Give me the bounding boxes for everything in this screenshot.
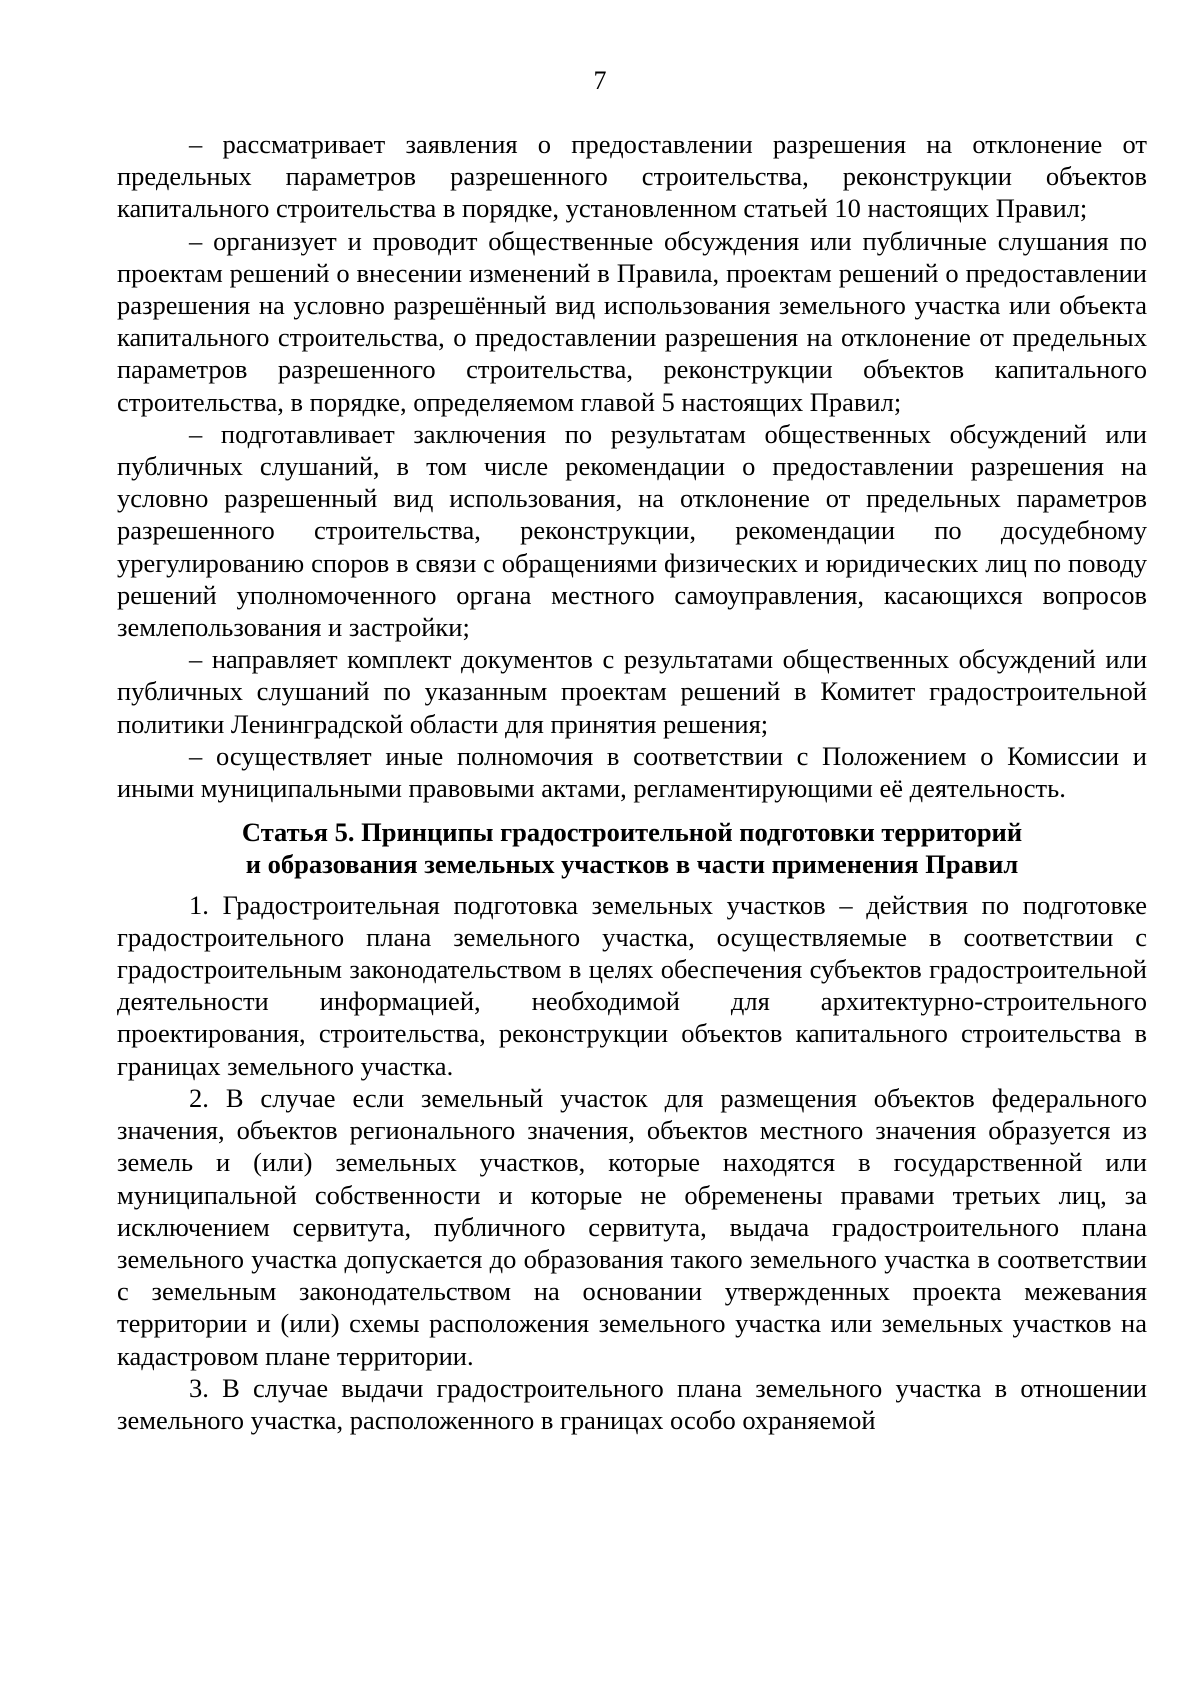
- document-body: [117, 128, 1147, 1436]
- page-number: 7: [593, 66, 607, 95]
- article-paragraph: 3. В случае выдачи градостроительного плана земельного участка в отношении земельного участка, расположенного в границах особо охраняемой: [117, 1372, 1147, 1435]
- article-heading-line-1: Статья 5. Принципы градостроительной подготовки территорий: [241, 817, 1023, 848]
- list-item: – осуществляет иные полномочия в соответствии с Положением о Комиссии и иными муниципальными правовыми актами, регламентирующими её деятельность.: [117, 740, 1147, 804]
- list-item: – организует и проводит общественные обсуждения или публичные слушания по проектам решений о внесении изменений в Правила, проектам решений о предоставлении разрешения на условно разрешённый вид использования земельного участка или объекта капитального строительства, о предоставлении разрешения на отклонение от предельных параметров разрешенного строительства, реконструкции объектов капитального строительства, в порядке, определяемом главой 5 настоящих Правил;: [117, 225, 1147, 417]
- article-paragraph: 2. В случае если земельный участок для размещения объектов федерального значения, объектов регионального значения, объектов местного значения образуется из земель и (или) земельных участков, которые находятся в государственной или муниципальной собственности и которые не обременены правами третьих лиц, за исключением сервитута, публичного сервитута, выдача градостроительного плана земельного участка допускается до образования такого земельного участка в соответствии с земельным законодательством на основании утвержденных проекта межевания территории и (или) схемы расположения земельного участка или земельных участков на кадастровом плане территории.: [117, 1082, 1147, 1371]
- article-heading: [117, 816, 1147, 880]
- list-item: – подготавливает заключения по результатам общественных обсуждений или публичных слушаний, в том числе рекомендации о предоставлении разрешения на условно разрешенный вид использования, на отклонение от предельных параметров разрешенного строительства, реконструкции, рекомендации по досудебному урегулированию споров в связи с обращениями физических и юридических лиц по поводу решений уполномоченного органа местного самоуправления, касающихся вопросов землепользования и застройки;: [117, 418, 1147, 643]
- list-item: – рассматривает заявления о предоставлении разрешения на отклонение от предельных параметров разрешенного строительства, реконструкции объектов капитального строительства в порядке, установленном статьей 10 настоящих Правил;: [117, 129, 1147, 224]
- article-paragraph: 1. Градостроительная подготовка земельных участков – действия по подготовке градостроительного плана земельного участка, осуществляемые в соответствии с градостроительным законодательством в целях обеспечения субъектов градостроительной деятельности информацией, необходимой для архитектурно-строительного проектирования, строительства, реконструкции объектов капитального строительства в границах земельного участка.: [117, 889, 1147, 1081]
- article-heading-line-2: и образования земельных участков в части применения Правил: [245, 849, 1019, 880]
- list-item: – направляет комплект документов с результатами общественных обсуждений или публичных слушаний по указанным проектам решений в Комитет градостроительной политики Ленинградской области для принятия решения;: [117, 644, 1147, 739]
